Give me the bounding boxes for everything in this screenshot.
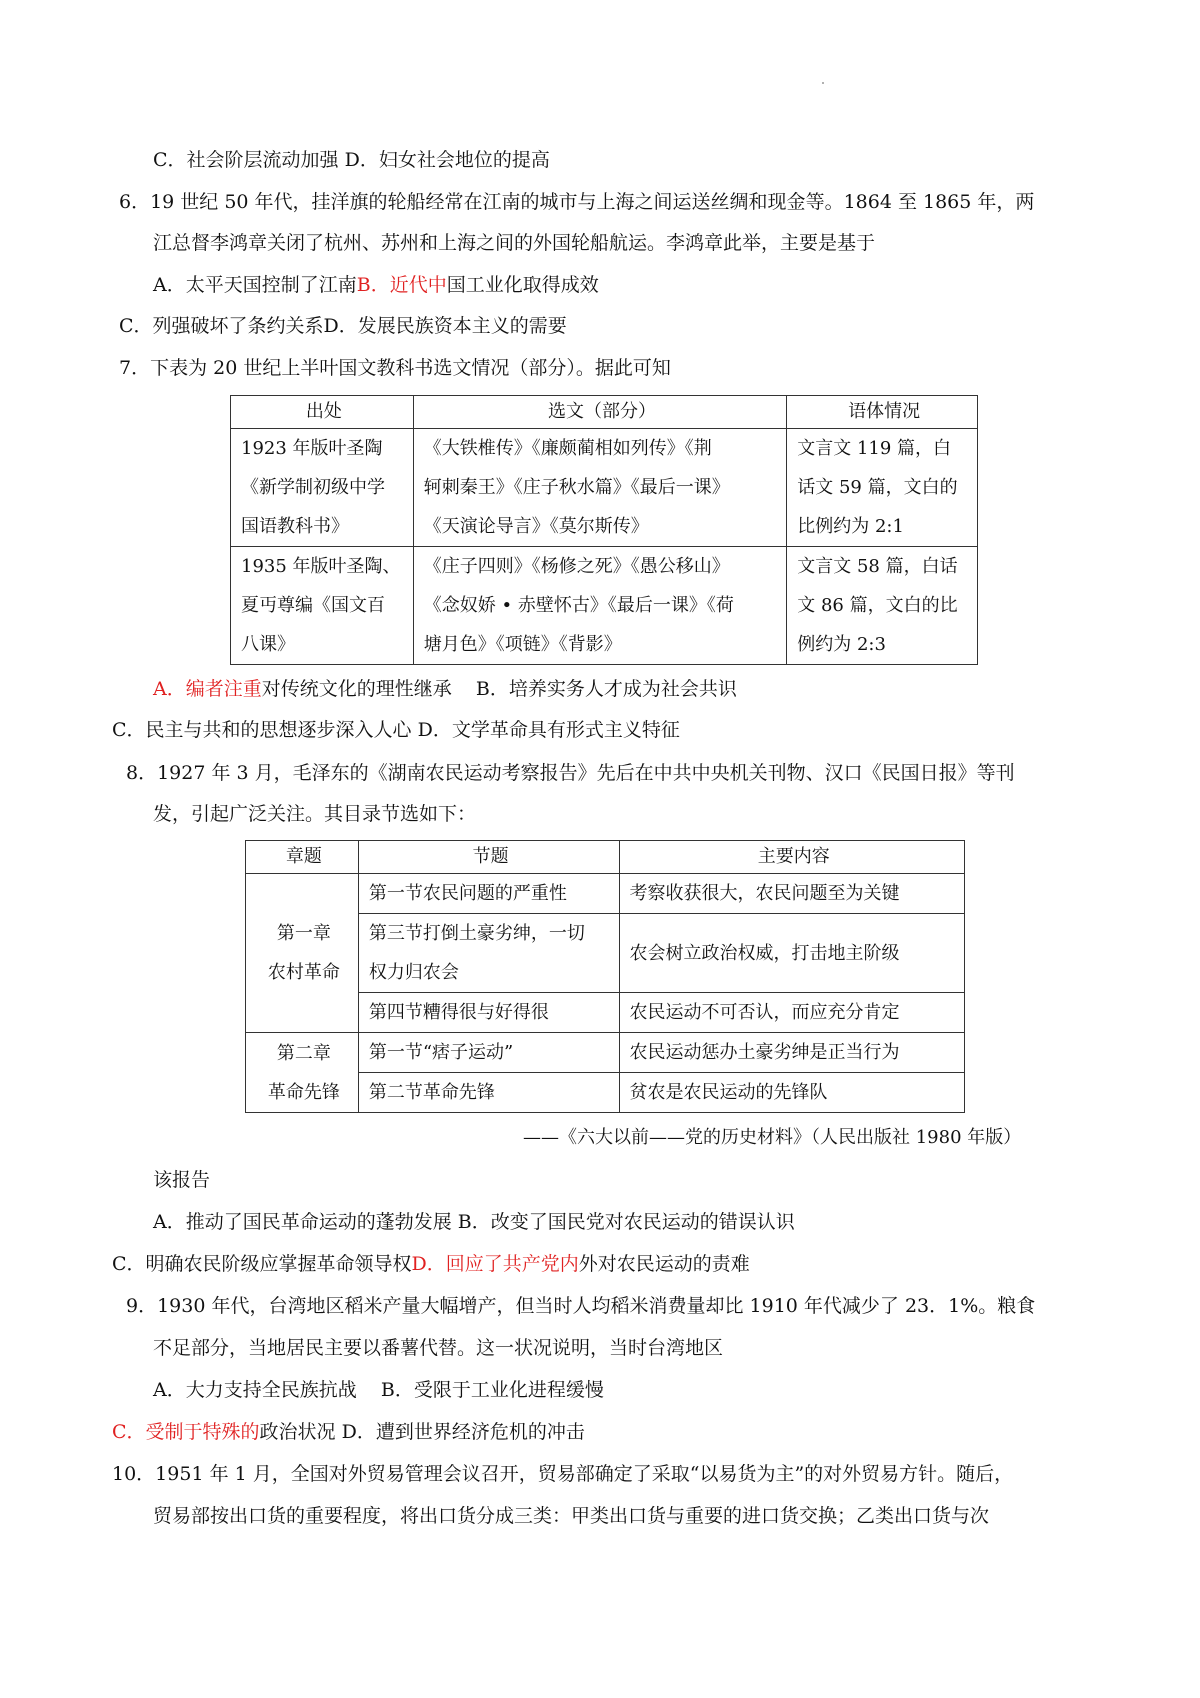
q8-row1-content: 考察收获很大，农民问题至为关键 xyxy=(619,874,965,914)
table-row xyxy=(246,874,965,914)
q9-stem-line2: 不足部分，当地居民主要以番薯代替。这一状况说明，当时台湾地区 xyxy=(153,1337,724,1359)
q9-option-c-highlight: C．受制于特殊的 xyxy=(112,1421,260,1443)
q6-options-cd xyxy=(119,314,567,338)
q8-stem-line1: 8．1927 年 3 月，毛泽东的《湖南农民运动考察报告》先后在中共中央机关刊物、汉口《民国日报》等刊 xyxy=(126,762,1015,784)
q6-option-b-rest: 国工业化取得成效 xyxy=(446,274,599,296)
q9-options-ab xyxy=(153,1378,604,1402)
q10-stem-line1: 10．1951 年 1 月，全国对外贸易管理会议召开，贸易部确定了采取“以易货为主”的对外贸易方针。随后， xyxy=(112,1463,1014,1485)
q8-row1-section: 第一节农民问题的严重性 xyxy=(358,874,619,914)
q8-row3-section: 第四节糟得很与好得很 xyxy=(358,993,619,1033)
q7-row2-style: 文言文 58 篇，白话 文 86 篇，文白的比 例约为 2:3 xyxy=(787,547,978,665)
q8-source-citation: ——《六大以前——党的历史材料》（人民出版社 1980 年版） xyxy=(523,1127,1022,1148)
q9-option-c-rest: 政治状况 xyxy=(259,1421,336,1443)
q8-stem-line2: 发，引起广泛关注。其目录节选如下： xyxy=(153,803,477,825)
q8-row2-content: 农会树立政治权威，打击地主阶级 xyxy=(619,914,965,993)
q7-option-a-rest: 对传统文化的理性继承 xyxy=(261,678,452,700)
q8-row4-section: 第一节“痞子运动” xyxy=(358,1033,619,1073)
q6-option-a: A．太平天国控制了江南 xyxy=(153,274,357,296)
q8-options-ab xyxy=(153,1210,795,1234)
q8-table-header-row xyxy=(246,841,965,874)
q8-row2-section: 第三节打倒土豪劣绅，一切 权力归农会 xyxy=(358,914,619,993)
q6-option-b-highlight: B．近代中 xyxy=(356,274,447,296)
q8-row3-content: 农民运动不可否认，而应充分肯定 xyxy=(619,993,965,1033)
q7-header-source: 出处 xyxy=(231,396,414,429)
q8-row5-content: 贫农是农民运动的先锋队 xyxy=(619,1073,965,1113)
q9-options-cd xyxy=(112,1420,585,1444)
q8-header-content: 主要内容 xyxy=(619,841,965,874)
q7-option-b: B．培养实务人才成为社会共识 xyxy=(475,678,737,700)
q7-options-ab xyxy=(153,677,737,701)
q8-options-cd xyxy=(112,1252,750,1276)
q7-row1-selection: 《大铁椎传》《廉颇蔺相如列传》《荆 轲刺秦王》《庄子秋水篇》《最后一课》 《天演论导言》《莫尔斯传》 xyxy=(413,429,786,547)
q6-option-d: D．发展民族资本主义的需要 xyxy=(323,315,567,337)
q7-stem: 7．下表为 20 世纪上半叶国文教科书选文情况（部分）。据此可知 xyxy=(119,357,671,379)
table-row xyxy=(231,547,978,665)
q7-table xyxy=(230,395,978,665)
q7-header-style: 语体情况 xyxy=(787,396,978,429)
q10-stem-line2: 贸易部按出口货的重要程度，将出口货分成三类：甲类出口货与重要的进口货交换；乙类出口货与次 xyxy=(153,1505,990,1527)
q9-option-a: A．大力支持全民族抗战 xyxy=(153,1379,357,1401)
q7-option-a-highlight: A．编者注重 xyxy=(153,678,262,700)
q8-lead: 该报告 xyxy=(153,1169,211,1191)
q9-option-b: B．受限于工业化进程缓慢 xyxy=(380,1379,604,1401)
q8-option-d-rest: 外对农民运动的责难 xyxy=(578,1253,750,1275)
q8-table xyxy=(245,840,965,1113)
table-row xyxy=(246,1033,965,1073)
q8-option-c: C．明确农民阶级应掌握革命领导权 xyxy=(112,1253,412,1275)
q8-chapter-1: 第一章 农村革命 xyxy=(246,874,359,1033)
q8-option-a: A．推动了国民革命运动的蓬勃发展 xyxy=(153,1211,452,1233)
q5-options-line xyxy=(153,148,550,172)
q7-option-d: D．文学革命具有形式主义特征 xyxy=(417,719,680,741)
table-row xyxy=(231,429,978,547)
stray-dot xyxy=(822,82,824,84)
q7-options-cd xyxy=(112,718,680,742)
q5-option-d: D．妇女社会地位的提高 xyxy=(344,149,550,171)
q6-stem-line2: 江总督李鸿章关闭了杭州、苏州和上海之间的外国轮船航运。李鸿章此举，主要是基于 xyxy=(153,232,876,254)
q8-header-section: 节题 xyxy=(358,841,619,874)
q6-options-ab xyxy=(153,273,599,297)
q9-option-d: D．遭到世界经济危机的冲击 xyxy=(341,1421,585,1443)
q8-option-d-highlight: D．回应了共产党内 xyxy=(411,1253,579,1275)
q5-option-c: C．社会阶层流动加强 xyxy=(153,149,339,171)
q7-row2-source: 1935 年版叶圣陶、 夏丏尊编《国文百 八课》 xyxy=(231,547,414,665)
q7-table-header-row xyxy=(231,396,978,429)
q6-option-c: C．列强破坏了条约关系 xyxy=(119,315,324,337)
q7-row2-selection: 《庄子四则》《杨修之死》《愚公移山》 《念奴娇 • 赤壁怀古》《最后一课》《荷 塘月色》《项链》《背影》 xyxy=(413,547,786,665)
q9-stem-line1: 9．1930 年代，台湾地区稻米产量大幅增产，但当时人均稻米消费量却比 1910 年代减少了 23．1%。粮食 xyxy=(126,1295,1036,1317)
q8-row4-content: 农民运动惩办土豪劣绅是正当行为 xyxy=(619,1033,965,1073)
q6-stem-line1: 6．19 世纪 50 年代，挂洋旗的轮船经常在江南的城市与上海之间运送丝绸和现金等。1864 至 1865 年，两 xyxy=(119,191,1035,213)
q8-chapter-2: 第二章 革命先锋 xyxy=(246,1033,359,1113)
q8-row5-section: 第二节革命先锋 xyxy=(358,1073,619,1113)
q8-header-chapter: 章题 xyxy=(246,841,359,874)
q7-row1-source: 1923 年版叶圣陶 《新学制初级中学 国语教科书》 xyxy=(231,429,414,547)
q8-option-b: B．改变了国民党对农民运动的错误认识 xyxy=(457,1211,795,1233)
q7-header-selection: 选文（部分） xyxy=(413,396,786,429)
q7-option-c: C．民主与共和的思想逐步深入人心 xyxy=(112,719,412,741)
q7-row1-style: 文言文 119 篇，白 话文 59 篇，文白的 比例约为 2:1 xyxy=(787,429,978,547)
